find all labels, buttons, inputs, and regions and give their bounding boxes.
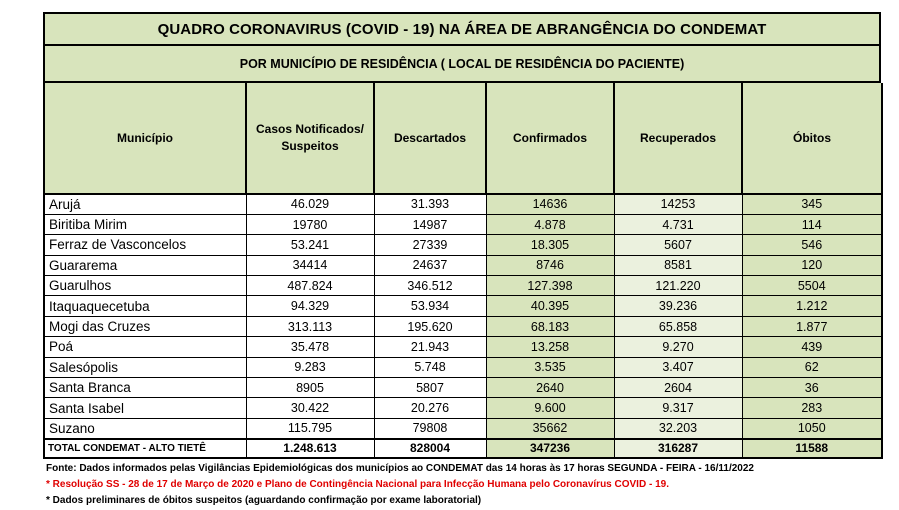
table-row	[44, 337, 882, 357]
cell-descartados: 24637	[374, 255, 486, 275]
cell-descartados: 5807	[374, 378, 486, 398]
cell-recuperados: 8581	[614, 255, 742, 275]
cell-obitos: 345	[742, 194, 882, 214]
cell-obitos: 62	[742, 357, 882, 377]
cell-recuperados: 9.270	[614, 337, 742, 357]
table-row	[44, 418, 882, 438]
header-casos-line2: Suspeitos	[281, 139, 339, 153]
cell-descartados: 195.620	[374, 316, 486, 336]
cell-recuperados: 121.220	[614, 276, 742, 296]
table-row	[44, 357, 882, 377]
cell-confirmados: 8746	[486, 255, 614, 275]
cell-confirmados: 2640	[486, 378, 614, 398]
footnotes	[46, 461, 754, 509]
table-row	[44, 398, 882, 418]
cell-municipio: Guararema	[44, 255, 246, 275]
header-obitos: Óbitos	[742, 83, 882, 194]
cell-descartados: 5.748	[374, 357, 486, 377]
cell-casos: 8905	[246, 378, 374, 398]
covid-report-table-container	[43, 12, 881, 459]
cell-municipio: Poá	[44, 337, 246, 357]
header-confirmados: Confirmados	[486, 83, 614, 194]
report-title: QUADRO CORONAVIRUS (COVID - 19) NA ÁREA DE ABRANGÊNCIA DO CONDEMAT	[43, 12, 881, 46]
cell-recuperados: 4.731	[614, 214, 742, 234]
cell-casos: 9.283	[246, 357, 374, 377]
cell-confirmados: 18.305	[486, 235, 614, 255]
cell-municipio: Itaquaquecetuba	[44, 296, 246, 316]
cell-recuperados: 5607	[614, 235, 742, 255]
cell-casos: 34414	[246, 255, 374, 275]
cell-recuperados: 3.407	[614, 357, 742, 377]
table-row	[44, 255, 882, 275]
cell-obitos: 283	[742, 398, 882, 418]
cell-descartados: 20.276	[374, 398, 486, 418]
cell-confirmados: 9.600	[486, 398, 614, 418]
cell-confirmados: 3.535	[486, 357, 614, 377]
cell-obitos: 1.212	[742, 296, 882, 316]
cell-municipio: Salesópolis	[44, 357, 246, 377]
table-row	[44, 214, 882, 234]
cell-casos: 94.329	[246, 296, 374, 316]
cell-confirmados: 127.398	[486, 276, 614, 296]
cell-casos: 35.478	[246, 337, 374, 357]
total-casos: 1.248.613	[246, 439, 374, 458]
cell-casos: 46.029	[246, 194, 374, 214]
cell-recuperados: 65.858	[614, 316, 742, 336]
covid-data-table	[43, 83, 883, 459]
cell-casos: 53.241	[246, 235, 374, 255]
cell-obitos: 546	[742, 235, 882, 255]
cell-confirmados: 13.258	[486, 337, 614, 357]
cell-obitos: 36	[742, 378, 882, 398]
total-recuperados: 316287	[614, 439, 742, 458]
cell-recuperados: 9.317	[614, 398, 742, 418]
table-row	[44, 378, 882, 398]
cell-municipio: Ferraz de Vasconcelos	[44, 235, 246, 255]
total-label: TOTAL CONDEMAT - ALTO TIETÊ	[44, 439, 246, 458]
header-casos-line1: Casos Notificados/	[255, 122, 365, 136]
table-row	[44, 194, 882, 214]
cell-casos: 19780	[246, 214, 374, 234]
cell-obitos: 1.877	[742, 316, 882, 336]
cell-obitos: 439	[742, 337, 882, 357]
total-confirmados: 347236	[486, 439, 614, 458]
cell-recuperados: 14253	[614, 194, 742, 214]
cell-municipio: Guarulhos	[44, 276, 246, 296]
total-descartados: 828004	[374, 439, 486, 458]
source-note: Fonte: Dados informados pelas Vigilâncias Epidemiológicas dos municípios ao CONDEMAT das 14 horas às 17 horas SEGUNDA - FEIRA - 16/11/2022	[46, 463, 754, 474]
cell-obitos: 120	[742, 255, 882, 275]
preliminary-data-note: * Dados preliminares de óbitos suspeitos (aguardando confirmação por exame laboratorial)	[46, 495, 482, 506]
cell-municipio: Suzano	[44, 418, 246, 438]
cell-casos: 115.795	[246, 418, 374, 438]
cell-obitos: 5504	[742, 276, 882, 296]
cell-confirmados: 4.878	[486, 214, 614, 234]
cell-casos: 487.824	[246, 276, 374, 296]
cell-recuperados: 2604	[614, 378, 742, 398]
table-row	[44, 296, 882, 316]
cell-confirmados: 35662	[486, 418, 614, 438]
total-obitos: 11588	[742, 439, 882, 458]
cell-descartados: 27339	[374, 235, 486, 255]
table-header-row	[44, 83, 882, 194]
resolution-note: * Resolução SS - 28 de 17 de Março de 2020 e Plano de Contingência Nacional para Infecção Humana pelo Coronavírus COVID - 19.	[46, 479, 669, 490]
cell-confirmados: 14636	[486, 194, 614, 214]
header-municipio: Município	[44, 83, 246, 194]
header-casos-notificados	[246, 83, 374, 194]
header-descartados: Descartados	[374, 83, 486, 194]
cell-descartados: 53.934	[374, 296, 486, 316]
table-row	[44, 276, 882, 296]
table-row	[44, 235, 882, 255]
cell-descartados: 346.512	[374, 276, 486, 296]
cell-recuperados: 32.203	[614, 418, 742, 438]
cell-confirmados: 68.183	[486, 316, 614, 336]
cell-municipio: Arujá	[44, 194, 246, 214]
cell-municipio: Biritiba Mirim	[44, 214, 246, 234]
report-subtitle: POR MUNICÍPIO DE RESIDÊNCIA ( LOCAL DE RESIDÊNCIA DO PACIENTE)	[43, 46, 881, 83]
cell-obitos: 114	[742, 214, 882, 234]
cell-descartados: 21.943	[374, 337, 486, 357]
table-row	[44, 316, 882, 336]
cell-municipio: Santa Branca	[44, 378, 246, 398]
cell-casos: 313.113	[246, 316, 374, 336]
cell-municipio: Santa Isabel	[44, 398, 246, 418]
cell-municipio: Mogi das Cruzes	[44, 316, 246, 336]
cell-confirmados: 40.395	[486, 296, 614, 316]
cell-casos: 30.422	[246, 398, 374, 418]
header-recuperados: Recuperados	[614, 83, 742, 194]
total-row	[44, 439, 882, 458]
cell-descartados: 14987	[374, 214, 486, 234]
cell-descartados: 31.393	[374, 194, 486, 214]
cell-descartados: 79808	[374, 418, 486, 438]
cell-obitos: 1050	[742, 418, 882, 438]
cell-recuperados: 39.236	[614, 296, 742, 316]
